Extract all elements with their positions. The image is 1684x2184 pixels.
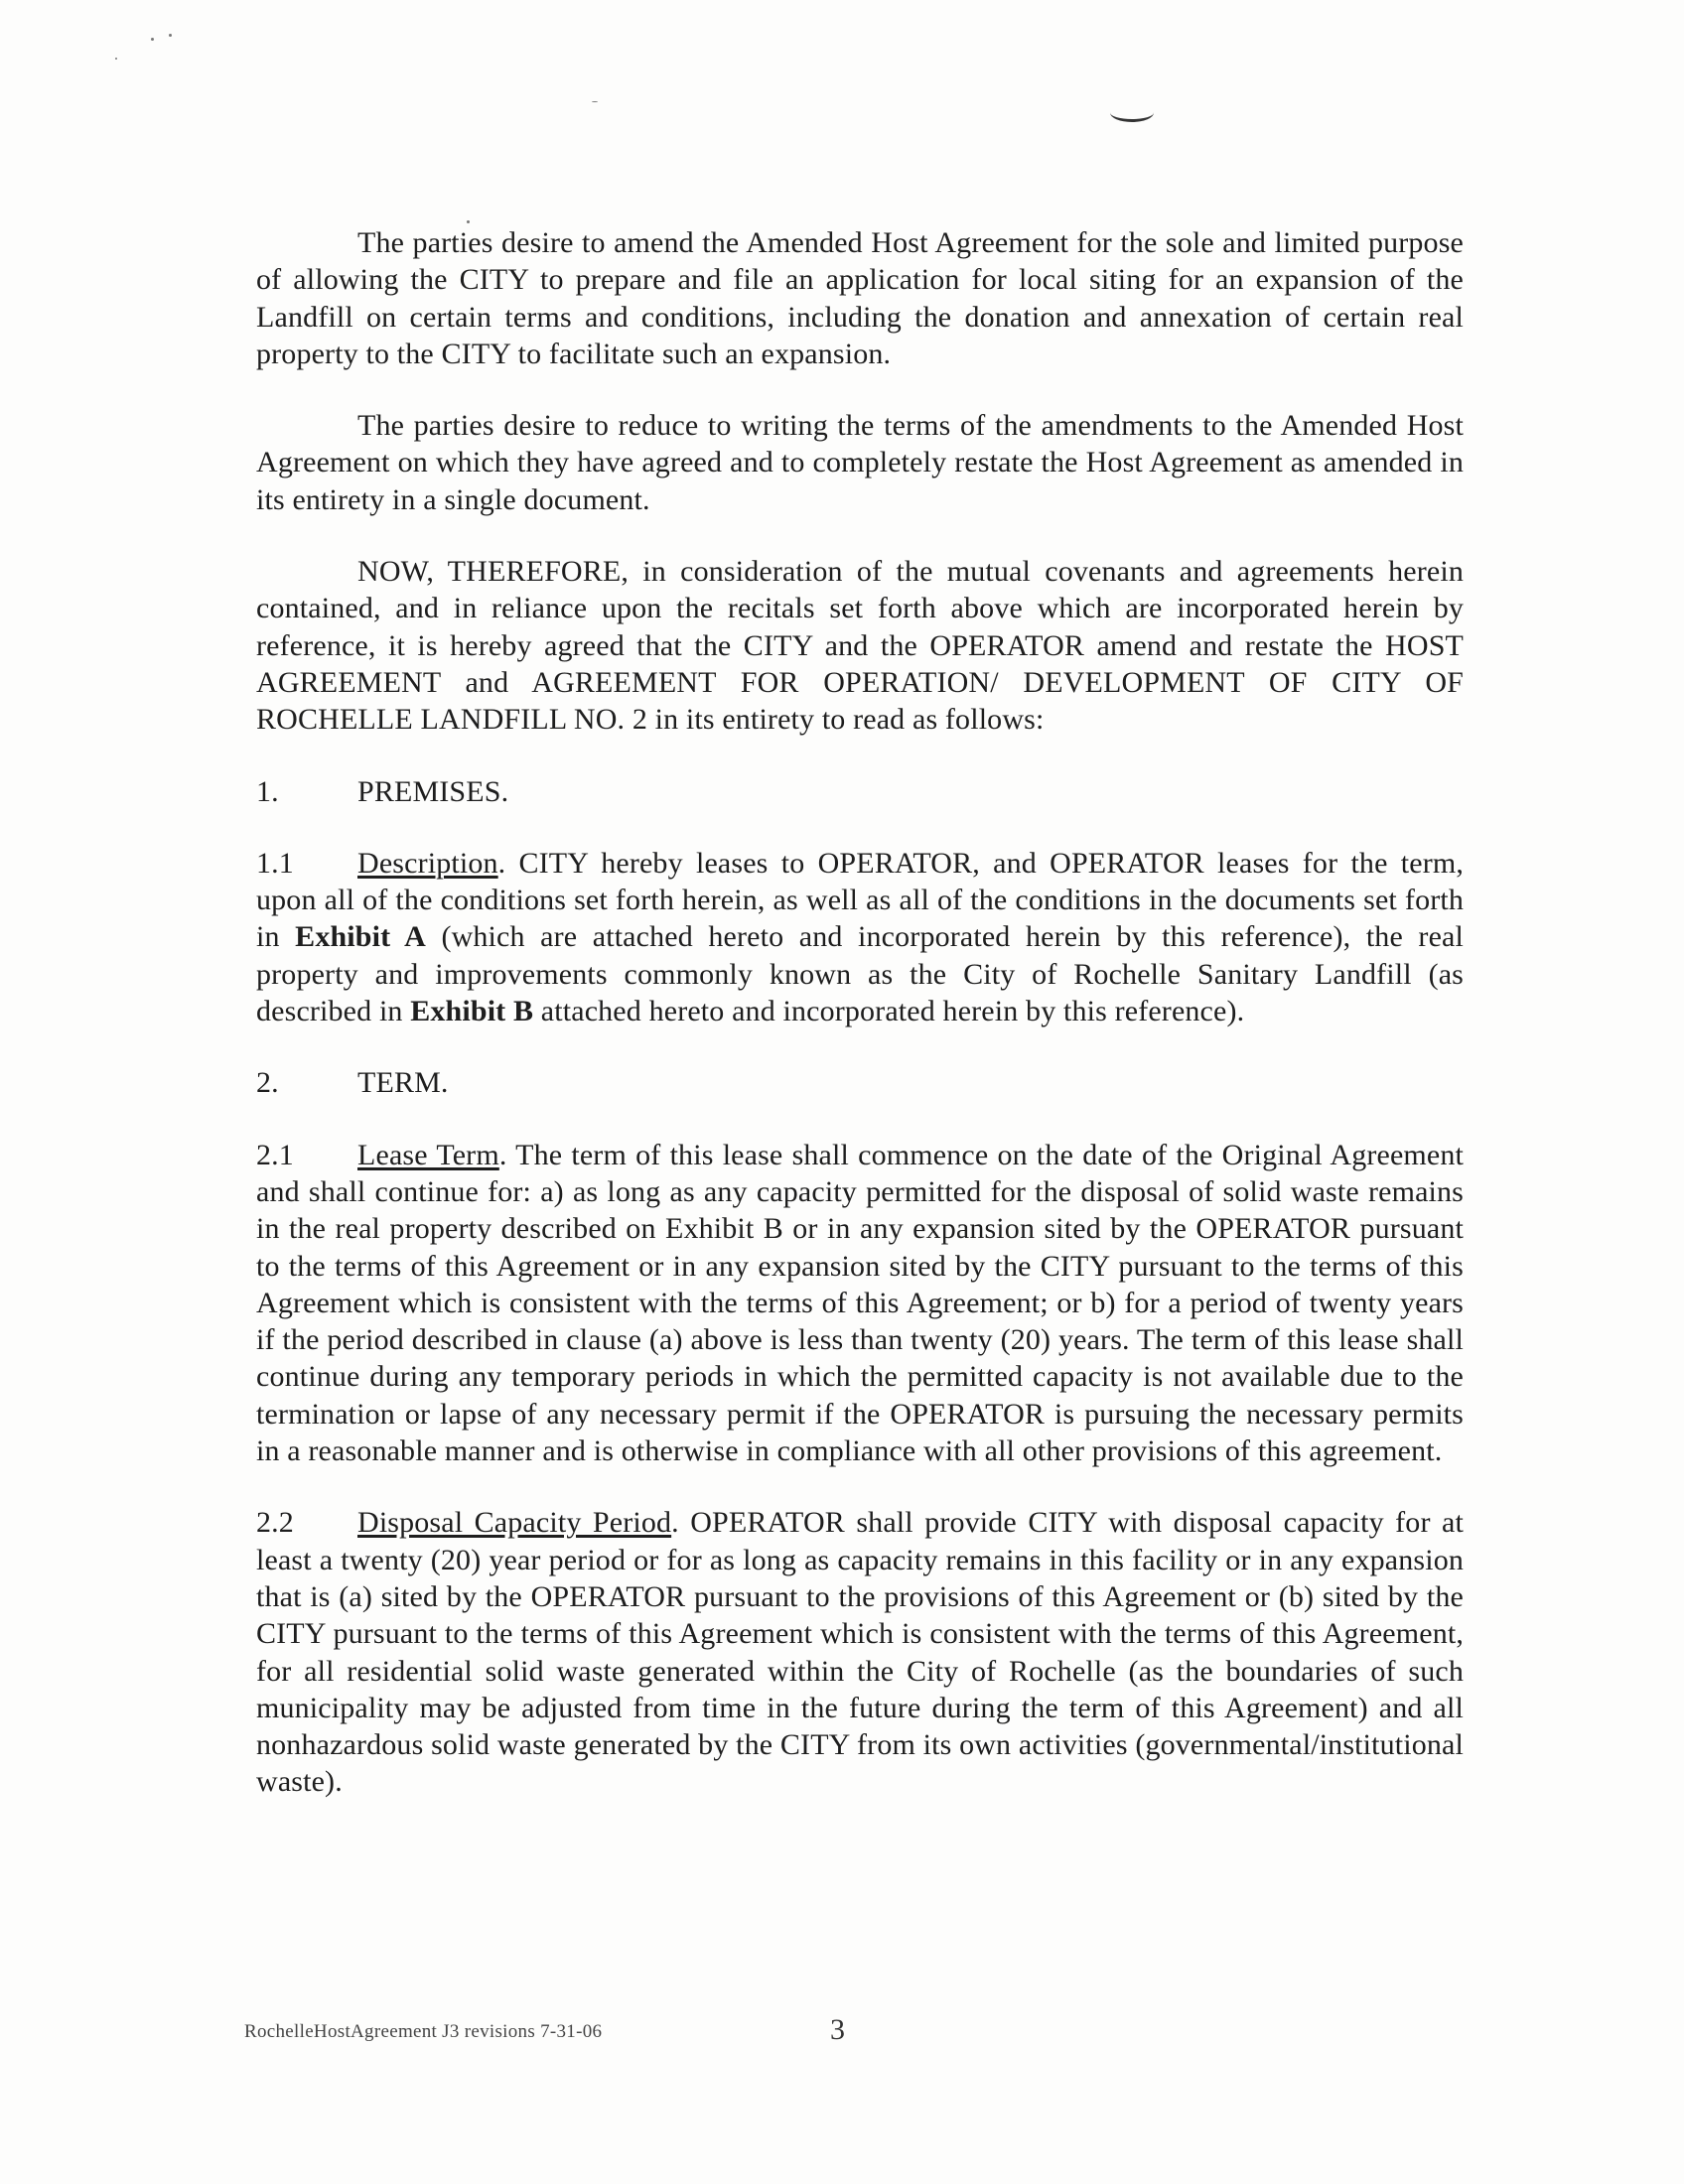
subsection-number: 2.1 bbox=[256, 1138, 294, 1171]
subsection-text: attached hereto and incorporated herein by this reference). bbox=[533, 995, 1245, 1028]
scan-speck bbox=[151, 38, 154, 41]
document-body bbox=[256, 224, 1464, 1801]
section-title: PREMISES. bbox=[357, 774, 509, 808]
scan-speck bbox=[169, 34, 172, 37]
subsection-text: (which are attached hereto and incorporated herein by this reference), the real property and improvements commonly known as the City of Rochelle Sanitary Landfill (as described in bbox=[256, 920, 1464, 1028]
subsection-2-1 bbox=[256, 1137, 1464, 1470]
footer-document-id: RochelleHostAgreement J3 revisions 7-31-06 bbox=[244, 2021, 603, 2042]
scan-speck bbox=[467, 220, 470, 223]
scan-speck bbox=[115, 58, 117, 60]
subsection-text: . The term of this lease shall commence on the date of the Original Agreement and shall continue for: a) as long as any capacity permitted for the disposal of solid waste remains in the real property described on Exhibit B or in any expansion sited by the OPERATOR pursuant to the terms of this Agreement or in any expansion sited by the CITY pursuant to the terms of this Agreement which is consistent with the terms of this Agreement; or b) for a period of twenty years if the period described in clause (a) above is less than twenty (20) years. The term of this lease shall continue during any temporary periods in which the permitted capacity is not available due to the termination or lapse of any necessary permit if the OPERATOR is pursuing the necessary permits in a reasonable manner and is otherwise in compliance with all other provisions of this agreement. bbox=[256, 1138, 1465, 1468]
whereas-paragraph: NOW, THEREFORE, in consideration of the mutual covenants and agreements herein contained, and in reliance upon the recitals set forth above which are incorporated herein by reference, it is hereby agreed that the CITY and the OPERATOR amend and restate the HOST AGREEMENT and AGREEMENT FOR OPERATION/ DEVELOPMENT OF CITY OF ROCHELLE LANDFILL NO. 2 in its entirety to read as follows: bbox=[256, 555, 1464, 737]
section-heading-2 bbox=[256, 1064, 1464, 1101]
subsection-text: . OPERATOR shall provide CITY with disposal capacity for at least a twenty (20) year period or for as long as capacity remains in this facility or in any expansion that is (a) sited by the OPERATOR pursuant to the provisions of this Agreement or (b) sited by the CITY pursuant to the terms of this Agreement which is consistent with the terms of this Agreement, for all residential solid waste generated within the City of Rochelle (as the boundaries of such municipality may be adjusted from time in the future during the term of this Agreement) and all nonhazardous solid waste generated by the CITY from its own activities (governmental/institutional waste). bbox=[256, 1506, 1464, 1799]
page-number: 3 bbox=[830, 2013, 845, 2046]
section-title: TERM. bbox=[357, 1066, 449, 1100]
recital-paragraph-2: The parties desire to reduce to writing the terms of the amendments to the Amended Host Agreement on which they have agreed and to completely restate the Host Agreement as amended in its entirety in a single document. bbox=[256, 409, 1464, 516]
scan-speck bbox=[592, 101, 598, 102]
section-heading-1 bbox=[256, 773, 1464, 810]
subsection-number: 1.1 bbox=[256, 846, 294, 880]
section-number: 2. bbox=[256, 1066, 279, 1100]
subsection-title: Description bbox=[357, 846, 498, 880]
subsection-1-1 bbox=[256, 845, 1464, 1029]
pen-mark bbox=[1110, 103, 1154, 122]
subsection-title: Lease Term bbox=[357, 1138, 499, 1171]
exhibit-reference: Exhibit A bbox=[295, 920, 426, 954]
section-number: 1. bbox=[256, 774, 279, 808]
exhibit-reference: Exhibit B bbox=[410, 995, 534, 1028]
subsection-text: . CITY hereby leases to OPERATOR, and OPERATOR leases for the term, upon all of the conditions set forth herein, as well as all of the conditions in the documents set forth in bbox=[256, 846, 1464, 954]
subsection-number: 2.2 bbox=[256, 1506, 294, 1540]
subsection-title: Disposal Capacity Period bbox=[357, 1506, 672, 1540]
subsection-2-2 bbox=[256, 1504, 1464, 1800]
recital-paragraph-1: The parties desire to amend the Amended Host Agreement for the sole and limited purpose of allowing the CITY to prepare and file an application for local siting for an expansion of the Landfill on certain terms and conditions, including the donation and annexation of certain real property to the CITY to facilitate such an expansion. bbox=[256, 226, 1464, 370]
